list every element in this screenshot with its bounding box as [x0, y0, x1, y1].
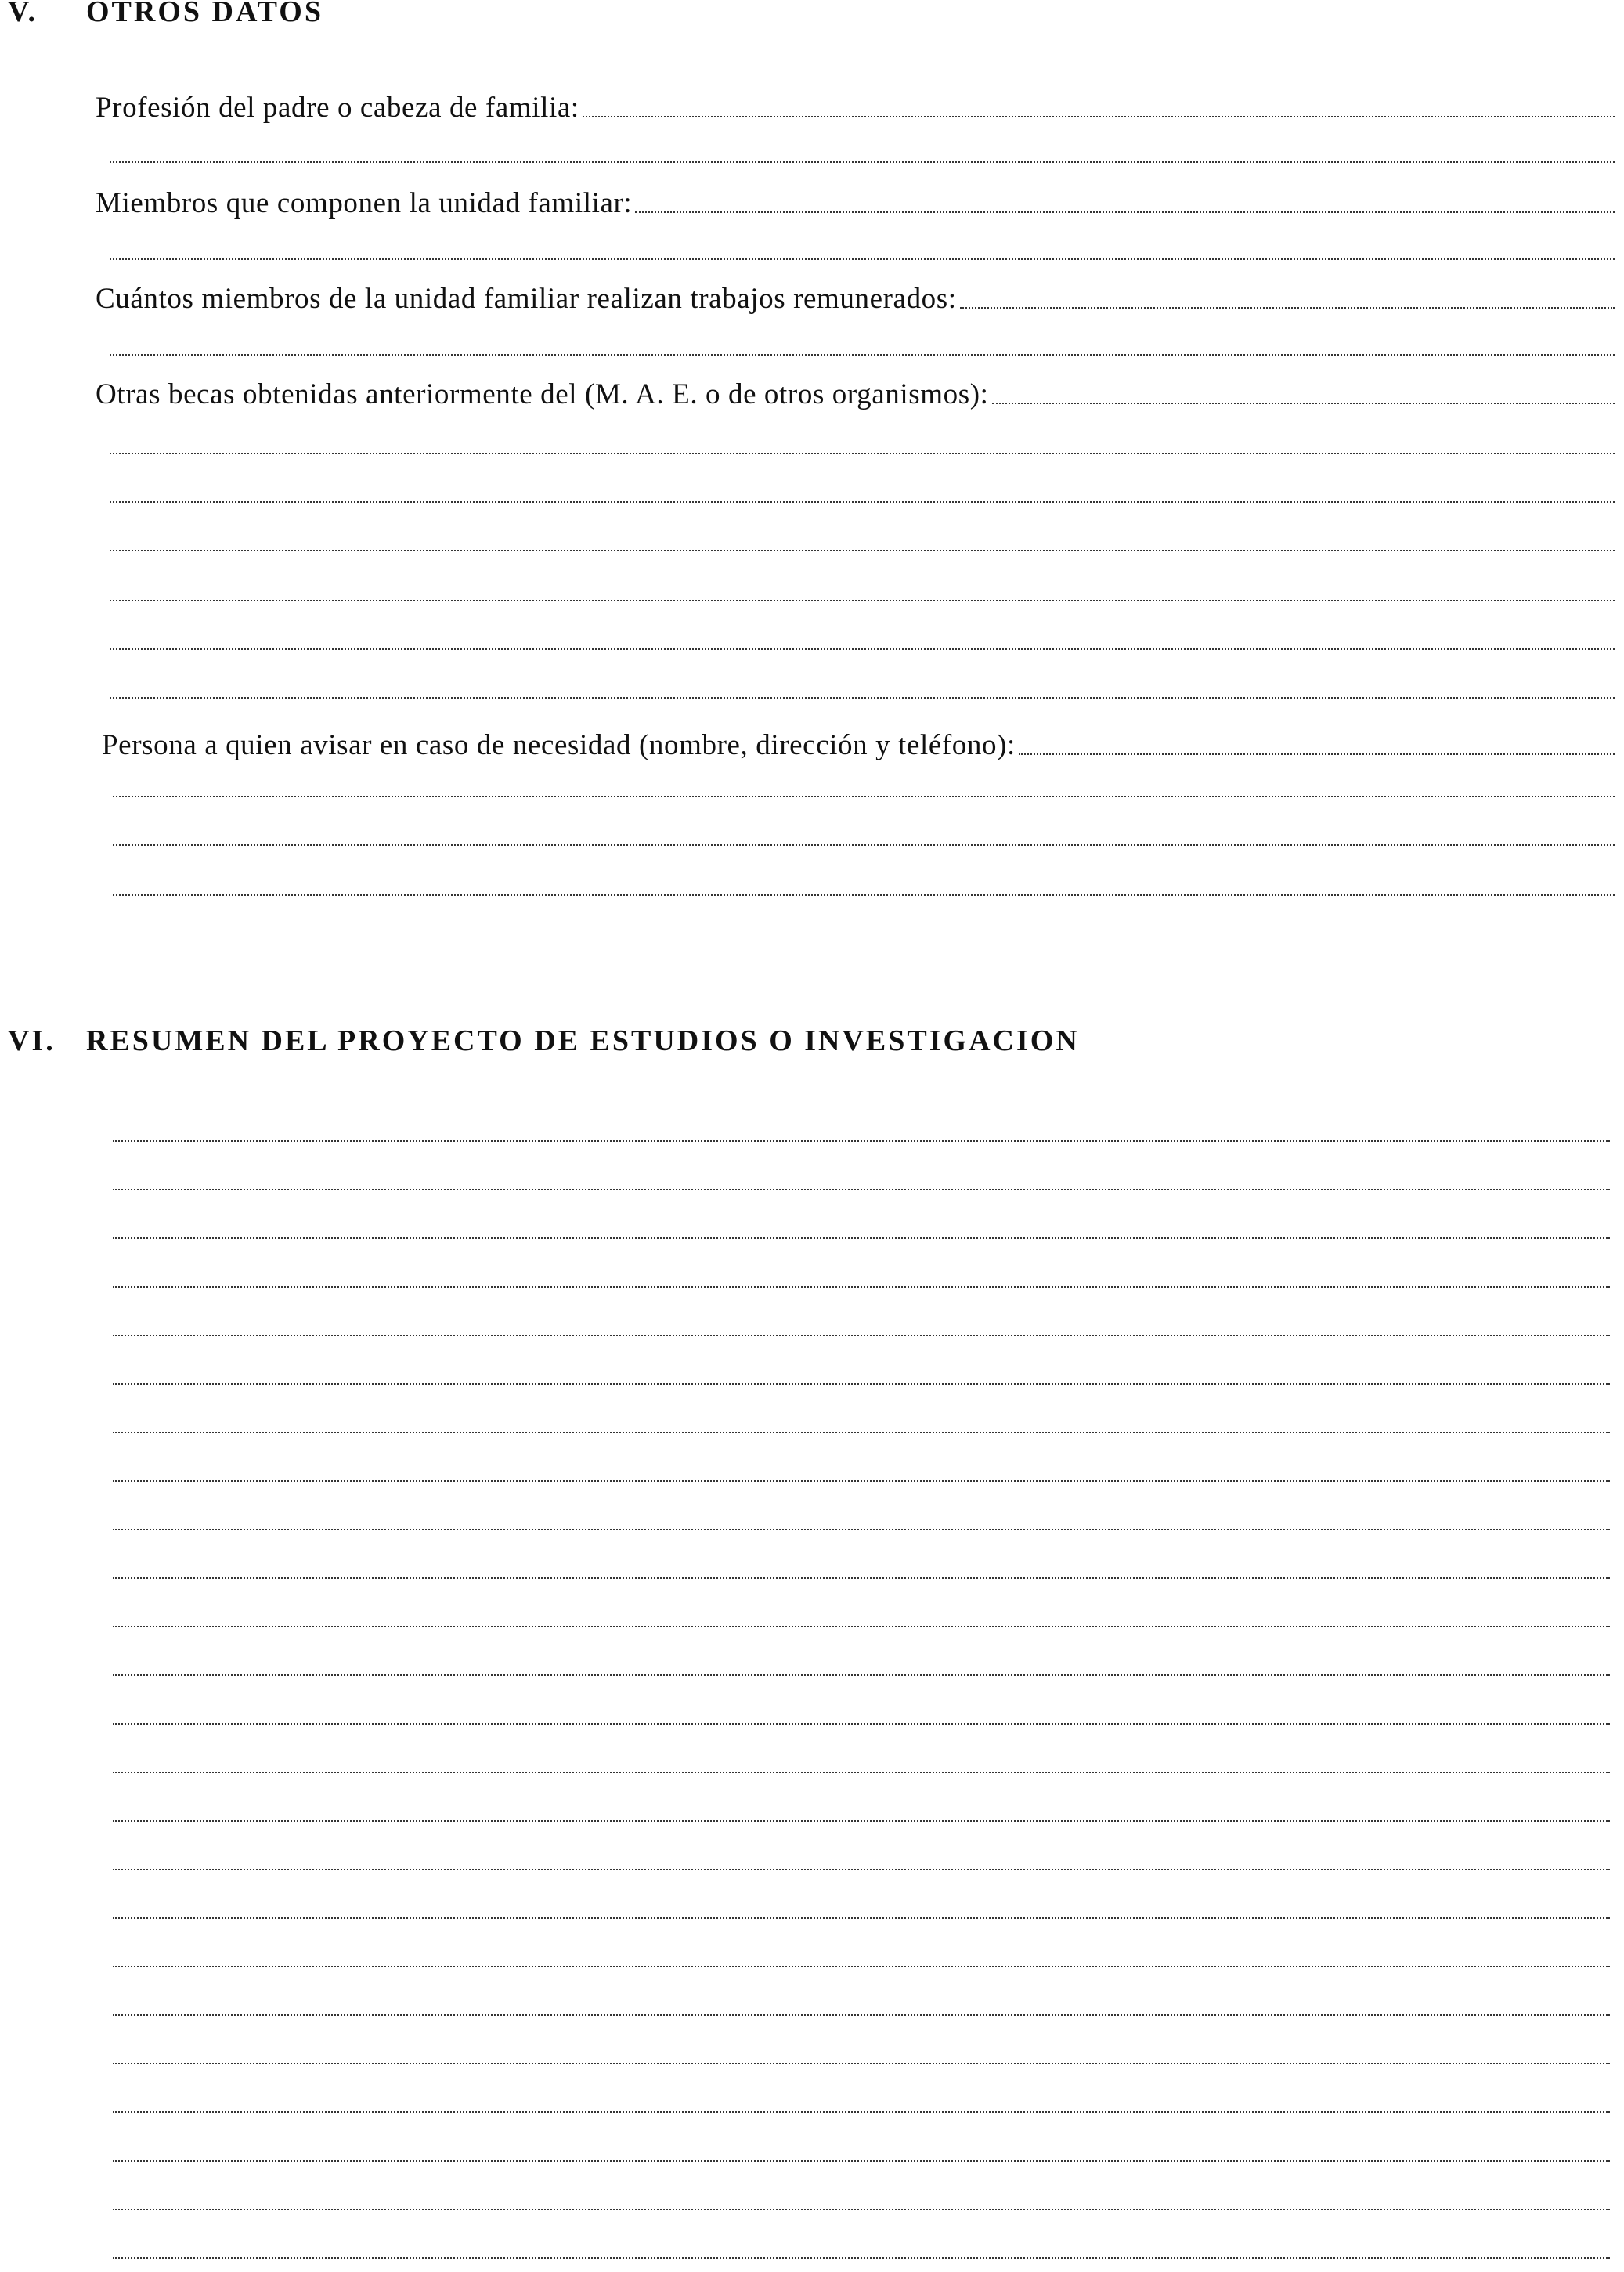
- section-v-number: V.: [8, 0, 38, 28]
- section-vi-heading: [8, 1026, 1080, 1056]
- other-grants-line-6[interactable]: [110, 648, 1615, 650]
- emergency-contact-input[interactable]: [1019, 753, 1615, 755]
- summary-line[interactable]: [113, 1723, 1610, 1725]
- emergency-contact-line-2[interactable]: [113, 796, 1615, 797]
- summary-line[interactable]: [113, 1237, 1610, 1239]
- father-profession-input[interactable]: [583, 116, 1615, 117]
- emergency-contact-line-3[interactable]: [113, 844, 1615, 846]
- summary-line[interactable]: [113, 2160, 1610, 2162]
- field-paid-members: [96, 277, 1615, 313]
- summary-line[interactable]: [113, 1140, 1610, 1142]
- field-emergency-contact: [102, 724, 1615, 760]
- summary-line[interactable]: [113, 2209, 1610, 2210]
- summary-line[interactable]: [113, 1335, 1610, 1336]
- field-emergency-contact-label: Persona a quien avisar en caso de necesidad (nombre, dirección y teléfono):: [102, 729, 1016, 761]
- summary-line[interactable]: [113, 1189, 1610, 1190]
- emergency-contact-line-4[interactable]: [113, 894, 1615, 896]
- field-other-grants: [96, 373, 1615, 409]
- other-grants-line-7[interactable]: [110, 697, 1615, 699]
- other-grants-input[interactable]: [992, 403, 1615, 404]
- summary-line[interactable]: [113, 1286, 1610, 1288]
- other-grants-line-2[interactable]: [110, 453, 1615, 454]
- section-v-title: OTROS DATOS: [86, 0, 323, 28]
- field-family-members: [96, 182, 1615, 218]
- other-grants-line-4[interactable]: [110, 550, 1615, 551]
- field-paid-members-label: Cuántos miembros de la unidad familiar realizan trabajos remunerados:: [96, 283, 957, 315]
- field-other-grants-label: Otras becas obtenidas anteriormente del (M. A. E. o de otros organismos):: [96, 378, 989, 410]
- summary-line[interactable]: [113, 1966, 1610, 1967]
- summary-line[interactable]: [113, 2014, 1610, 2016]
- other-grants-line-5[interactable]: [110, 600, 1615, 601]
- summary-line[interactable]: [113, 2063, 1610, 2064]
- summary-line[interactable]: [113, 1383, 1610, 1385]
- family-members-line-2[interactable]: [110, 258, 1615, 260]
- summary-line[interactable]: [113, 1820, 1610, 1822]
- summary-line[interactable]: [113, 1674, 1610, 1676]
- summary-line[interactable]: [113, 2257, 1610, 2259]
- summary-line[interactable]: [113, 1480, 1610, 1482]
- paid-members-input[interactable]: [960, 307, 1615, 309]
- summary-line[interactable]: [113, 2111, 1610, 2113]
- summary-line[interactable]: [113, 1869, 1610, 1870]
- section-vi-title: RESUMEN DEL PROYECTO DE ESTUDIOS O INVESTIGACION: [86, 1024, 1080, 1057]
- section-vi-number: VI.: [8, 1024, 56, 1057]
- father-profession-line-2[interactable]: [110, 161, 1615, 163]
- summary-line[interactable]: [113, 1917, 1610, 1919]
- family-members-input[interactable]: [635, 211, 1615, 213]
- paid-members-line-2[interactable]: [110, 354, 1615, 356]
- summary-line[interactable]: [113, 1626, 1610, 1627]
- other-grants-line-3[interactable]: [110, 501, 1615, 503]
- field-father-profession: [96, 86, 1615, 122]
- field-father-profession-label: Profesión del padre o cabeza de familia:: [96, 92, 579, 124]
- summary-line[interactable]: [113, 1577, 1610, 1579]
- summary-line[interactable]: [113, 1772, 1610, 1773]
- summary-line[interactable]: [113, 1432, 1610, 1433]
- summary-line[interactable]: [113, 1529, 1610, 1530]
- field-family-members-label: Miembros que componen la unidad familiar:: [96, 187, 633, 219]
- section-v-heading: [8, 0, 323, 27]
